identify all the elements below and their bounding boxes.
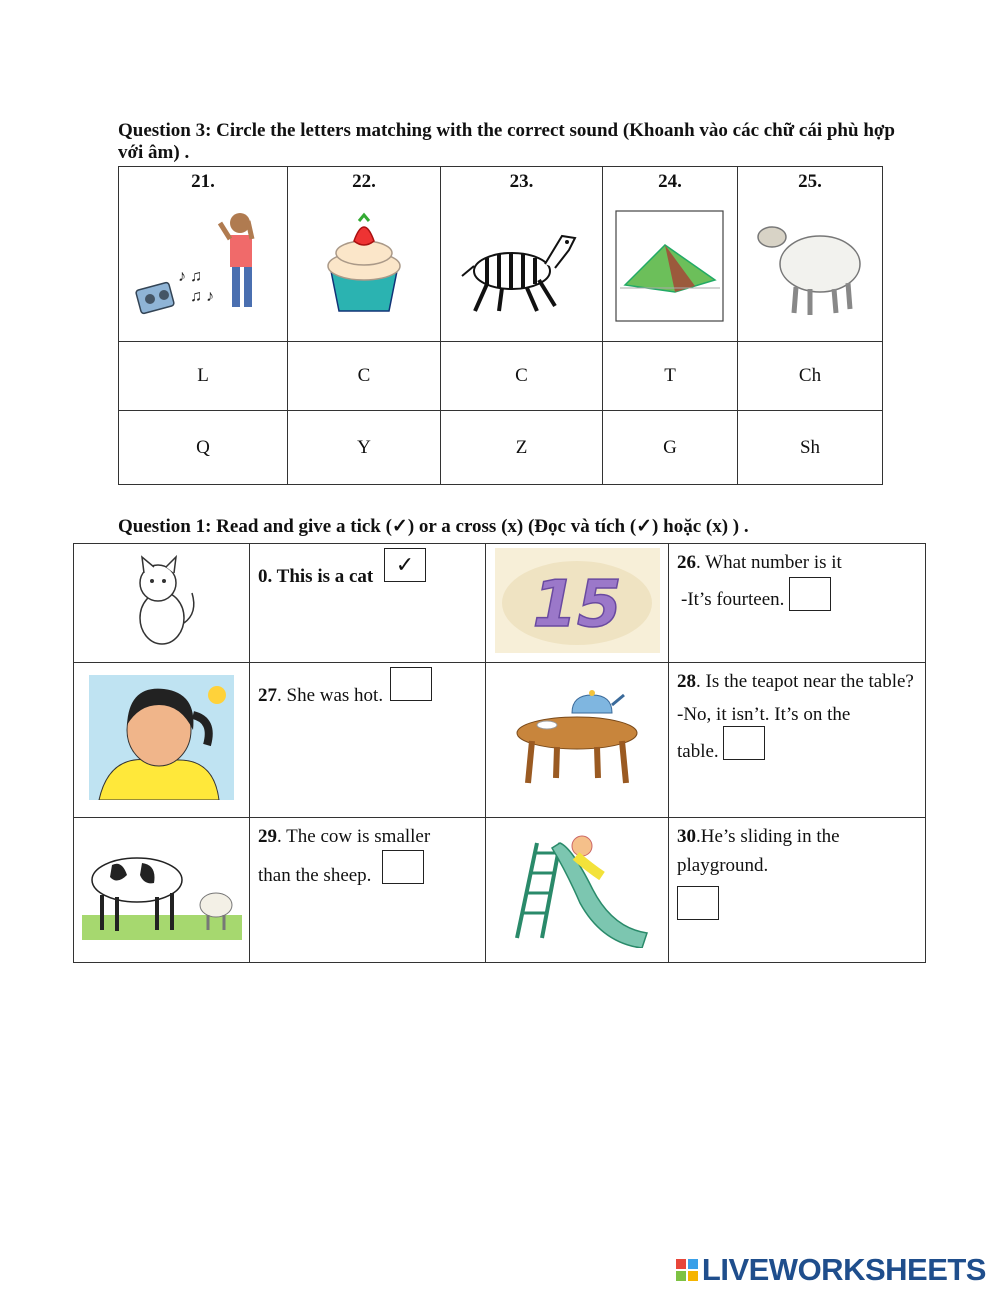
table-row: [119, 411, 883, 485]
option-letter[interactable]: Z: [441, 411, 603, 485]
cow-sheep-image: [74, 818, 250, 963]
item-number: 24.: [658, 171, 682, 192]
answer-text: -It’s fourteen.: [681, 589, 785, 610]
number-image-text: 15: [531, 568, 622, 642]
option-letter[interactable]: Sh: [738, 411, 883, 485]
question-number: 28: [677, 671, 696, 692]
question-1-table: [73, 543, 926, 963]
item-number: 21.: [191, 171, 215, 192]
question-3-title: Question 3: Circle the letters matching with the correct sound (Khoanh vào các chữ cái phù hợp với âm) .: [118, 120, 895, 163]
sheep-icon: [738, 191, 882, 341]
cat-image: [74, 544, 250, 663]
svg-text:♫ ♪: ♫ ♪: [190, 288, 214, 305]
question-text: . She was hot.: [277, 685, 384, 706]
number-image: [486, 544, 669, 663]
teapot-table-image: [486, 663, 669, 818]
example-answer-box: [384, 548, 426, 582]
option-letter[interactable]: T: [603, 342, 738, 411]
question-number: 30: [677, 826, 696, 847]
option-letter[interactable]: C: [441, 342, 603, 411]
table-row: [74, 544, 926, 663]
table-row: [119, 342, 883, 411]
option-letter[interactable]: Q: [119, 411, 288, 485]
answer-box-29[interactable]: [382, 850, 424, 884]
option-letter[interactable]: L: [119, 342, 288, 411]
answer-box-30[interactable]: [677, 886, 719, 920]
tent-icon: [603, 191, 737, 341]
liveworksheets-logo: [676, 1252, 986, 1288]
option-letter[interactable]: Y: [288, 411, 441, 485]
question-number: 26: [677, 552, 696, 573]
table-row: [74, 663, 926, 818]
question-text: . What number is it: [696, 552, 842, 573]
question-number: 27: [258, 685, 277, 706]
table-row: [119, 167, 883, 342]
item-number: 22.: [352, 171, 376, 192]
option-letter[interactable]: G: [603, 411, 738, 485]
answer-box-26[interactable]: [789, 577, 831, 611]
answer-box-28[interactable]: [723, 726, 765, 760]
question-text: .He’s sliding in the playground.: [677, 826, 840, 876]
logo-mark-icon: [676, 1259, 698, 1281]
example-text: 0. This is a cat: [258, 566, 374, 587]
slide-image: [486, 818, 669, 963]
slide-icon: [502, 828, 652, 948]
number-fifteen-icon: [495, 548, 660, 653]
teapot-table-icon: [512, 683, 642, 793]
logo-text: LIVEWORKSHEETS: [701, 1252, 986, 1287]
table-row: [74, 818, 926, 963]
question-text: than the sheep.: [258, 865, 372, 886]
question-1-title: Question 1: Read and give a tick (✓) or a cross (x) (Đọc và tích (✓) hoặc (x) ) .: [118, 516, 749, 537]
check-icon: ✓: [395, 551, 415, 577]
option-letter[interactable]: C: [288, 342, 441, 411]
option-letter[interactable]: Ch: [738, 342, 883, 411]
answer-text: table.: [677, 741, 719, 762]
answer-text: -No, it isn’t. It’s on the: [677, 704, 851, 725]
item-number: 23.: [509, 171, 534, 192]
zebra-icon: [441, 191, 602, 341]
cat-icon: [122, 553, 202, 648]
hot-girl-icon: [89, 675, 234, 800]
question-3-table: [118, 166, 883, 485]
question-text: . Is the teapot near the table?: [696, 671, 914, 692]
question-text: . The cow is smaller: [277, 826, 431, 847]
item-number: 25.: [798, 171, 822, 192]
cupcake-icon: [288, 191, 440, 341]
question-number: 29: [258, 826, 277, 847]
cow-sheep-icon: [82, 835, 242, 940]
hot-girl-image: [74, 663, 250, 818]
boombox-boy-icon: [119, 191, 287, 341]
answer-box-27[interactable]: [390, 667, 432, 701]
svg-text:♪ ♫: ♪ ♫: [178, 268, 202, 285]
